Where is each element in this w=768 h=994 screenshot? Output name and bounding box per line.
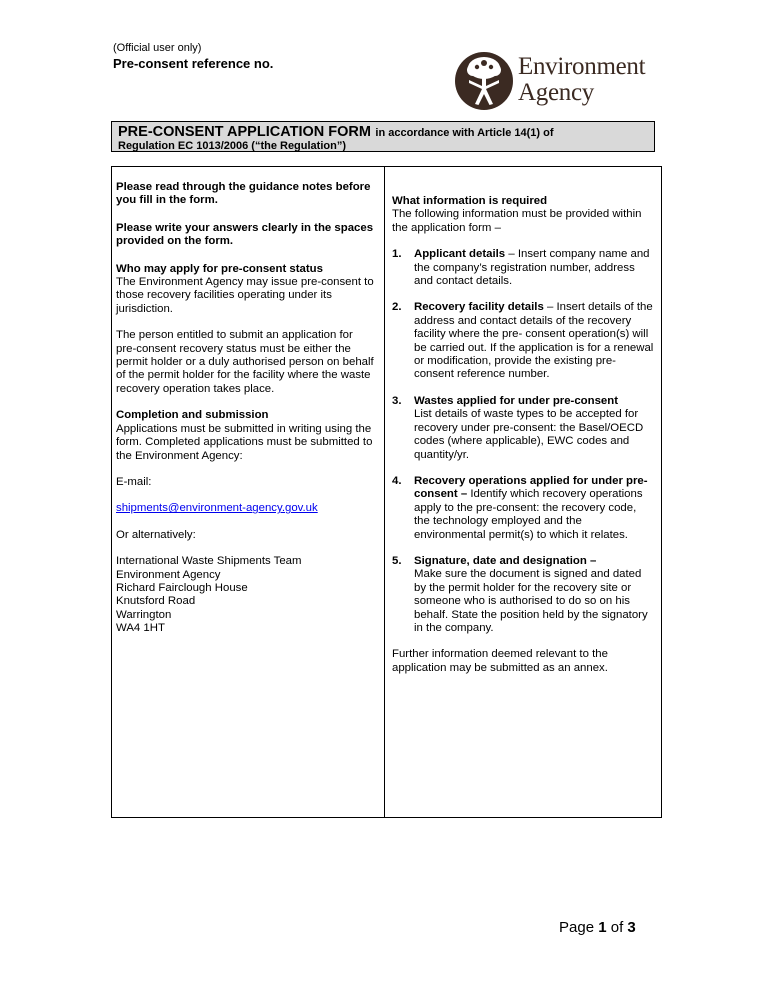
alternatively-label: Or alternatively: (116, 528, 196, 541)
who-heading: Who may apply for pre-consent status (116, 262, 323, 275)
address-line: WA4 1HT (116, 622, 165, 635)
form-title-bar (111, 121, 655, 152)
item-number: 2. (392, 301, 402, 314)
address-line: Knutsford Road (116, 595, 196, 608)
item-title: Wastes applied for under pre-consent (414, 394, 619, 407)
entitled-text: The person entitled to submit an application for pre-consent recovery status must be either the permit holder or a duly authorised person on behalf of the permit holder for the facility where the waste recovery operation takes place. (116, 329, 374, 395)
list-item (392, 248, 654, 288)
postal-address (116, 555, 374, 635)
page-number: 1 (598, 919, 607, 936)
column-divider (384, 166, 385, 818)
item-text: – Insert company name and the company’s registration number, address and contact details. (414, 248, 650, 288)
who-text: The Environment Agency may issue pre-consent to those recovery facilities operating under its jurisdiction. (116, 276, 374, 315)
item-number: 3. (392, 394, 402, 407)
page-total: 3 (627, 919, 636, 936)
item-text: Identify which recovery operations apply to the pre-consent: the recovery code, the technology employed and the environmental permit(s) to which it relates. (414, 488, 643, 541)
email-label: E-mail: (116, 475, 152, 488)
environment-agency-logo (455, 50, 687, 112)
list-item (392, 395, 654, 462)
address-line: Warrington (116, 608, 172, 621)
info-required-intro: The following information must be provided within the application form – (392, 208, 642, 234)
item-number: 5. (392, 554, 402, 567)
left-column (116, 181, 374, 636)
address-line: Environment Agency (116, 568, 221, 581)
item-text: Make sure the document is signed and dated by the permit holder for the recovery site or someone who is authorised to do so on his behalf. State the position held by the signatory in the company. (414, 568, 648, 634)
right-column (392, 195, 654, 675)
item-text: List details of waste types to be accepted for recovery under pre-consent: the Basel/OECD codes (where applicable), EWC codes and quantity/yr. (414, 408, 644, 461)
form-title-regulation: in accordance with Article 14(1) of (375, 127, 554, 139)
page-of: of (610, 919, 624, 936)
list-item (392, 475, 654, 542)
further-info-note: Further information deemed relevant to the application may be submitted as an annex. (392, 648, 608, 674)
page-label: Page (559, 919, 595, 936)
item-title: Signature, date and designation – (414, 554, 597, 567)
item-title: Recovery facility details (414, 301, 544, 314)
official-use-label: (Official user only) (113, 42, 202, 54)
info-required-heading: What information is required (392, 195, 548, 207)
logo-line-2: Agency (518, 79, 594, 106)
page-indicator (559, 919, 636, 936)
guidance-note: Please read through the guidance notes before you fill in the form. (116, 181, 371, 207)
email-link[interactable]: shipments@environment-agency.gov.uk (116, 502, 318, 515)
item-text: – Insert details of the address and contact details of the recovery facility where the pre- consent operation(s) will be carried out. If the application is for a renewal or modification, provide the existing pre-consent reference number. (414, 301, 654, 381)
completion-text: Applications must be submitted in writing using the form. Completed applications must be submitted to the Environment Agency: (116, 422, 373, 462)
item-number: 1. (392, 248, 402, 261)
item-number: 4. (392, 474, 402, 487)
item-title: Recovery operations applied for under pre-consent – (414, 474, 648, 501)
write-clearly-note: Please write your answers clearly in the spaces provided on the form. (116, 221, 374, 248)
tree-person-icon (455, 50, 513, 112)
form-title-regulation-line2: Regulation EC 1013/2006 (“the Regulation”) (118, 140, 346, 152)
item-title: Applicant details (414, 248, 506, 261)
address-line: International Waste Shipments Team (116, 555, 302, 568)
logo-line-1: Environment (518, 53, 646, 80)
address-line: Richard Fairclough House (116, 581, 248, 594)
list-item (392, 555, 654, 635)
preconsent-reference-label: Pre-consent reference no. (113, 56, 274, 71)
form-title: PRE-CONSENT APPLICATION FORM (118, 124, 371, 140)
list-item (392, 301, 654, 381)
completion-heading: Completion and submission (116, 409, 269, 422)
